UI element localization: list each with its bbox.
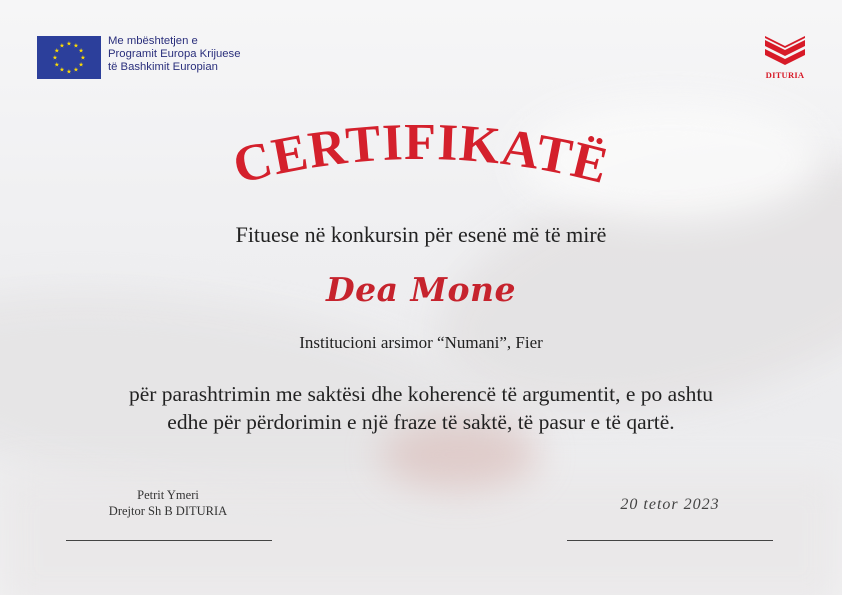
- institution-name: Institucioni arsimor “Numani”, Fier: [299, 333, 543, 352]
- award-subtitle: Fituese në konkursin për esenë më të mirë: [235, 222, 607, 247]
- eu-support-text: [108, 35, 241, 75]
- eu-star-icon: ★: [54, 47, 60, 55]
- dituria-logo-name: DITURIA: [765, 70, 805, 80]
- eu-star-icon: ★: [78, 47, 84, 55]
- svg-text:CERTIFIKATË: [228, 114, 615, 195]
- eu-text-line: të Bashkimit Europian: [108, 61, 218, 74]
- recipient-name: Dea Mone: [325, 270, 516, 309]
- signatory: [68, 487, 268, 519]
- award-reason-line: edhe për përdorimin e një fraze të saktë, të pasur e të qartë.: [167, 410, 675, 434]
- eu-star-icon: ★: [59, 66, 65, 74]
- eu-star-icon: ★: [66, 68, 72, 76]
- certificate-title-text: CERTIFIKATË: [227, 113, 615, 196]
- eu-star-icon: ★: [78, 61, 84, 69]
- eu-star-icon: ★: [66, 40, 72, 48]
- signatory-name: Petrit Ymeri: [137, 488, 199, 502]
- award-reason: [40, 380, 802, 436]
- date-line: [567, 540, 773, 541]
- signature-line: [66, 540, 272, 541]
- eu-text-line: Me mbështetjen e: [108, 35, 198, 47]
- eu-star-icon: ★: [52, 54, 58, 62]
- eu-text-line: Programit Europa Krijuese: [108, 48, 241, 61]
- certificate-title: [0, 104, 842, 204]
- award-reason-line: për parashtrimin me saktësi dhe koherencë të argumentit, e po ashtu: [128, 382, 714, 406]
- eu-star-icon: ★: [80, 54, 86, 62]
- eu-star-icon: ★: [54, 61, 60, 69]
- eu-flag-icon: [37, 36, 101, 79]
- dituria-logo-icon: [763, 36, 807, 70]
- certificate-date: 20 tetor 2023: [620, 496, 720, 513]
- signatory-role: Drejtor Sh B DITURIA: [108, 504, 228, 518]
- eu-star-icon: ★: [59, 42, 65, 50]
- eu-star-icon: ★: [73, 66, 79, 74]
- eu-star-icon: ★: [73, 42, 79, 50]
